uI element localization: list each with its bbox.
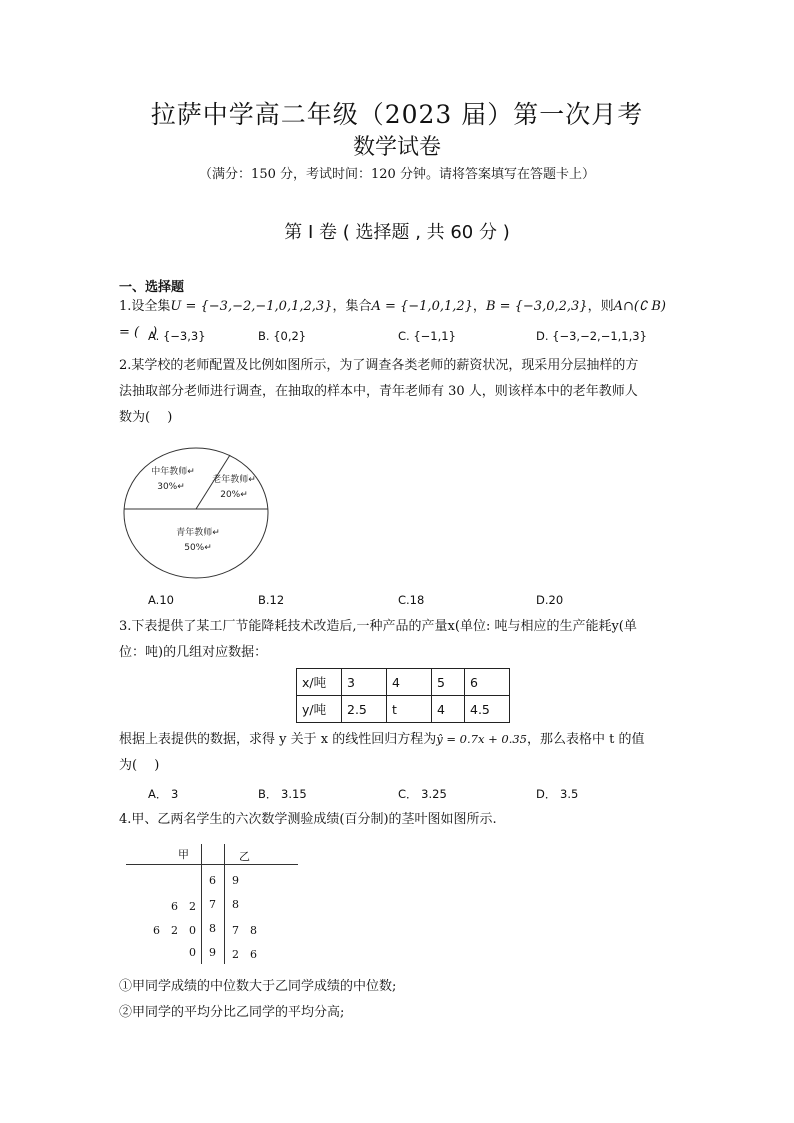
table-cell: 4.5 xyxy=(465,696,510,723)
q3-option-a: A． 3 xyxy=(148,787,179,801)
table-header-x: x/吨 xyxy=(297,669,342,696)
leaf-left: 6 2 xyxy=(171,900,196,913)
pie-label-young: 青年教师↵ xyxy=(176,528,220,538)
stem-leaf-header-jia: 甲 xyxy=(178,848,189,861)
stem-leaf-header-yi: 乙 xyxy=(239,850,250,863)
statement-1: ①甲同学成绩的中位数大于乙同学成绩的中位数; xyxy=(119,979,397,994)
stem: 6 xyxy=(209,874,216,887)
stem: 9 xyxy=(209,946,216,959)
pie-outline xyxy=(124,448,268,578)
q2-option-c: C.18 xyxy=(398,593,425,607)
pie-label-senior: 老年教师↵ xyxy=(212,475,256,485)
leaf-left: 6 2 0 xyxy=(153,924,196,937)
pie-pct-young: 50%↵ xyxy=(184,543,212,553)
leaf-left: 0 xyxy=(189,946,196,959)
q2-option-b: B.12 xyxy=(258,593,285,607)
q3-option-b: B． 3.15 xyxy=(258,787,307,801)
stem-leaf-vline-right xyxy=(224,844,225,964)
teacher-pie-chart xyxy=(118,444,274,582)
table-header-y: y/吨 xyxy=(297,696,342,723)
q2-option-d: D.20 xyxy=(536,593,564,607)
exam-title: 拉萨中学高二年级（2023 届）第一次月考 xyxy=(150,100,644,129)
q3-option-c: C． 3.25 xyxy=(398,787,447,801)
q1-option-d: D. {−3,−2,−1,1,3} xyxy=(536,329,647,343)
question-1: 1.设全集U = {−3,−2,−1,0,1,2,3}，集合A = {−1,0,1,2}，B = {−3,0,2,3}，则A∩(∁ B) = ( ) xyxy=(119,299,666,340)
section-heading: 一、选择题 xyxy=(119,280,185,295)
statement-2: ②甲同学的平均分比乙同学的平均分高; xyxy=(119,1005,345,1020)
exam-note: （满分：150 分，考试时间：120 分钟。请将答案填写在答题卡上） xyxy=(199,167,595,182)
q1-option-a: A. {−3,3} xyxy=(148,329,206,343)
question-3: 3.下表提供了某工厂节能降耗技术改造后,一种产品的产量x(单位: 吨与相应的生产能耗y(单 位：吨)的几组对应数据： xyxy=(119,619,637,660)
pie-pct-senior: 20%↵ xyxy=(220,490,248,500)
q2-option-a: A.10 xyxy=(148,593,174,607)
table-cell: 3 xyxy=(342,669,387,696)
q1-option-b: B. {0,2} xyxy=(258,329,307,343)
stem: 7 xyxy=(209,898,216,911)
table-row xyxy=(297,696,510,723)
table-cell: 2.5 xyxy=(342,696,387,723)
question-4-statements xyxy=(119,974,679,1026)
question-3-text: 根据上表提供的数据，求得 y 关于 x 的线性回归方程为ŷ = 0.7x + 0.35，那么表格中 t 的值 为( ) xyxy=(119,732,645,773)
table-cell: 5 xyxy=(432,669,465,696)
data-table xyxy=(296,668,510,723)
table-cell: 6 xyxy=(465,669,510,696)
leaf-right: 8 xyxy=(232,898,239,911)
stem-leaf-plot xyxy=(126,842,306,967)
regression-equation: ŷ = 0.7x + 0.35 xyxy=(436,732,527,746)
table-cell: t xyxy=(387,696,432,723)
stem-leaf-vline-left xyxy=(201,844,202,964)
question-2: 2.某学校的老师配置及比例如图所示，为了调查各类老师的薪资状况，现采用分层抽样的方 法抽取部分老师进行调查，在抽取的样本中，青年老师有 30 人，则该样本中的老年教师人 数为( ) xyxy=(119,358,639,425)
pie-label-middle-aged: 中年教师↵ xyxy=(151,467,195,477)
pie-pct-middle-aged: 30%↵ xyxy=(157,482,185,492)
table-row xyxy=(297,669,510,696)
leaf-right: 7 8 xyxy=(232,924,257,937)
question-4: 4.甲、乙两名学生的六次数学测验成绩(百分制)的茎叶图如图所示. xyxy=(119,812,497,827)
q1-option-c: C. {−1,1} xyxy=(398,329,456,343)
table-cell: 4 xyxy=(432,696,465,723)
table-cell: 4 xyxy=(387,669,432,696)
part-title: 第 I 卷 ( 选择题 , 共 60 分 ) xyxy=(284,222,510,243)
exam-subject: 数学试卷 xyxy=(352,135,441,160)
q3-option-d: D． 3.5 xyxy=(536,787,579,801)
leaf-right: 9 xyxy=(232,874,239,887)
stem: 8 xyxy=(209,922,216,935)
stem-leaf-hline xyxy=(126,864,298,865)
leaf-right: 2 6 xyxy=(232,948,257,961)
